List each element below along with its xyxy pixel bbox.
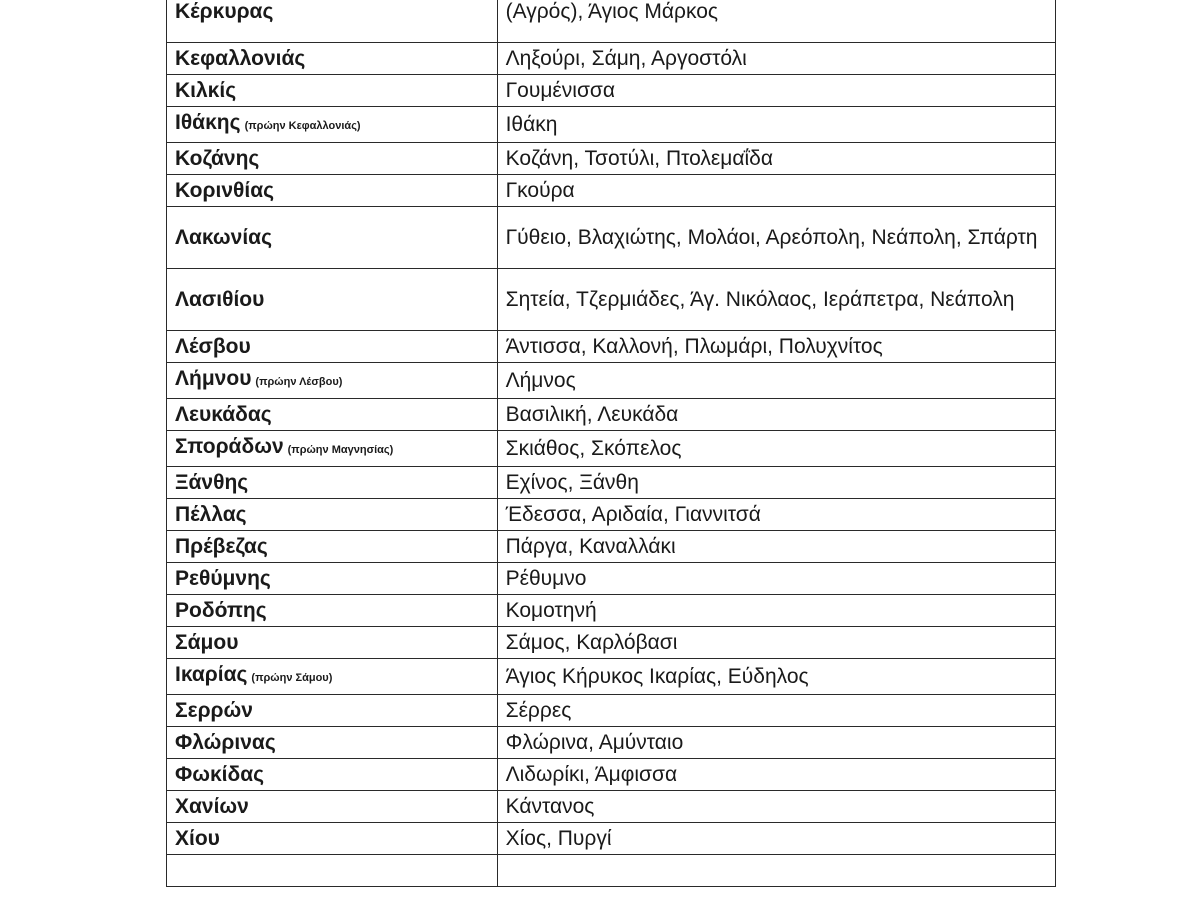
prefecture-cell xyxy=(167,499,498,531)
locations-cell: Κάντανος xyxy=(497,791,1055,823)
prefecture-cell xyxy=(167,331,498,363)
table-row xyxy=(167,659,1056,695)
prefecture-cell xyxy=(167,595,498,627)
prefecture-cell xyxy=(167,659,498,695)
prefecture-name: Ικαρίας xyxy=(175,663,248,686)
prefecture-name: Ροδόπης xyxy=(175,599,267,622)
locations-cell: Γκούρα xyxy=(497,175,1055,207)
locations-cell: Γύθειο, Βλαχιώτης, Μολάοι, Αρεόπολη, Νεάπολη, Σπάρτη xyxy=(497,207,1055,269)
prefecture-name: Λασιθίου xyxy=(175,287,265,311)
table-row xyxy=(167,269,1056,331)
prefecture-cell xyxy=(167,759,498,791)
locations-cell: Σητεία, Τζερμιάδες, Άγ. Νικόλαος, Ιεράπετρα, Νεάπολη xyxy=(497,269,1055,331)
locations-cell: Άντισσα, Καλλονή, Πλωμάρι, Πολυχνίτος xyxy=(497,331,1055,363)
table-row xyxy=(167,499,1056,531)
table-row xyxy=(167,791,1056,823)
prefecture-name: Κορινθίας xyxy=(175,179,275,202)
table-row xyxy=(167,75,1056,107)
table-row xyxy=(167,627,1056,659)
locations-cell: Σκιάθος, Σκόπελος xyxy=(497,431,1055,467)
locations-cell: Πάργα, Καναλλάκι xyxy=(497,531,1055,563)
prefecture-name: Κοζάνης xyxy=(175,147,260,170)
table-row xyxy=(167,43,1056,75)
table-row xyxy=(167,143,1056,175)
prefecture-cell xyxy=(167,0,498,43)
prefecture-cell xyxy=(167,855,498,887)
prefecture-name: Χανίων xyxy=(175,795,249,818)
table-row xyxy=(167,467,1056,499)
prefecture-cell xyxy=(167,531,498,563)
prefecture-note: (πρώην Σάμου) xyxy=(251,672,333,684)
locations-cell: Ρέθυμνο xyxy=(497,563,1055,595)
prefecture-cell xyxy=(167,695,498,727)
table-row xyxy=(167,175,1056,207)
prefecture-cell xyxy=(167,269,498,331)
prefecture-name: Ξάνθης xyxy=(175,471,249,494)
table-row xyxy=(167,399,1056,431)
prefecture-name: Σερρών xyxy=(175,699,253,722)
prefecture-table-body xyxy=(167,0,1056,887)
prefecture-cell xyxy=(167,431,498,467)
table-row xyxy=(167,727,1056,759)
locations-cell: Ληξούρι, Σάμη, Αργοστόλι xyxy=(497,43,1055,75)
prefecture-name: Πέλλας xyxy=(175,503,247,526)
prefecture-name: Ρεθύμνης xyxy=(175,567,271,590)
prefecture-name: Κιλκίς xyxy=(175,79,237,102)
prefecture-name: Λήμνου xyxy=(175,367,252,390)
prefecture-name: Λέσβου xyxy=(175,335,251,358)
locations-cell: Κομοτηνή xyxy=(497,595,1055,627)
prefecture-cell xyxy=(167,823,498,855)
locations-cell: Βασιλική, Λευκάδα xyxy=(497,399,1055,431)
prefecture-cell xyxy=(167,43,498,75)
prefecture-name: Σποράδων xyxy=(175,435,284,458)
table-row xyxy=(167,431,1056,467)
prefecture-name: Κέρκυρας xyxy=(175,0,274,23)
locations-cell: Κοζάνη, Τσοτύλι, Πτολεμαΐδα xyxy=(497,143,1055,175)
prefecture-name: Φλώρινας xyxy=(175,731,276,754)
prefecture-note: (πρώην Μαγνησίας) xyxy=(287,444,394,456)
locations-cell: Σάμος, Καρλόβασι xyxy=(497,627,1055,659)
prefecture-cell xyxy=(167,627,498,659)
prefecture-cell xyxy=(167,727,498,759)
table-row xyxy=(167,695,1056,727)
prefecture-name: Λακωνίας xyxy=(175,225,273,249)
prefecture-name: Φωκίδας xyxy=(175,763,265,786)
prefecture-name: Ιθάκης xyxy=(175,111,241,134)
locations-cell: Σέρρες xyxy=(497,695,1055,727)
table-row xyxy=(167,531,1056,563)
locations-cell: Έδεσσα, Αριδαία, Γιαννιτσά xyxy=(497,499,1055,531)
locations-cell: Λήμνος xyxy=(497,363,1055,399)
prefecture-cell xyxy=(167,791,498,823)
prefecture-name: Πρέβεζας xyxy=(175,535,268,558)
prefecture-name: Χίου xyxy=(175,827,220,850)
table-row xyxy=(167,595,1056,627)
locations-cell: Ιθάκη xyxy=(497,107,1055,143)
prefecture-cell xyxy=(167,399,498,431)
table-row xyxy=(167,0,1056,43)
prefecture-cell xyxy=(167,75,498,107)
table-row xyxy=(167,363,1056,399)
table-row xyxy=(167,855,1056,887)
table-row xyxy=(167,563,1056,595)
locations-cell: Άγιος Κήρυκος Ικαρίας, Εύδηλος xyxy=(497,659,1055,695)
prefecture-cell xyxy=(167,207,498,269)
table-row xyxy=(167,331,1056,363)
locations-cell: Χίος, Πυργί xyxy=(497,823,1055,855)
table-row xyxy=(167,107,1056,143)
locations-cell: (Αγρός), Άγιος Μάρκος xyxy=(497,0,1055,43)
table-row xyxy=(167,207,1056,269)
locations-cell xyxy=(497,855,1055,887)
prefecture-table xyxy=(166,0,1056,887)
table-row xyxy=(167,823,1056,855)
locations-cell: Εχίνος, Ξάνθη xyxy=(497,467,1055,499)
prefecture-note: (πρώην Κεφαλλονιάς) xyxy=(244,120,361,132)
prefecture-name: Σάμου xyxy=(175,631,239,654)
prefecture-cell xyxy=(167,563,498,595)
prefecture-cell xyxy=(167,467,498,499)
prefecture-note: (πρώην Λέσβου) xyxy=(255,376,343,388)
locations-cell: Λιδωρίκι, Άμφισσα xyxy=(497,759,1055,791)
prefecture-name: Κεφαλλονιάς xyxy=(175,47,306,70)
prefecture-cell xyxy=(167,143,498,175)
locations-cell: Φλώρινα, Αμύνταιο xyxy=(497,727,1055,759)
prefecture-cell xyxy=(167,363,498,399)
locations-cell: Γουμένισσα xyxy=(497,75,1055,107)
prefecture-cell xyxy=(167,107,498,143)
prefecture-cell xyxy=(167,175,498,207)
table-row xyxy=(167,759,1056,791)
prefecture-name: Λευκάδας xyxy=(175,403,272,426)
